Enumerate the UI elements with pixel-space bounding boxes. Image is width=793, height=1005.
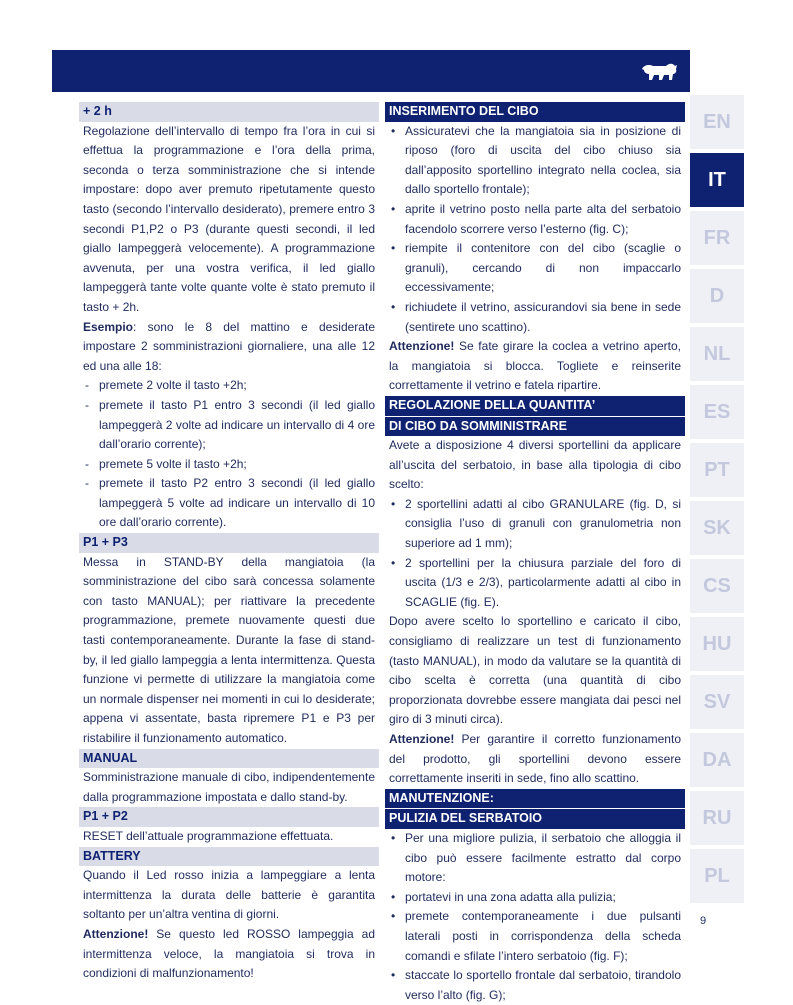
section-header-manutenzione: MANUTENZIONE: <box>385 789 685 809</box>
section-text-manual: Somministrazione manuale di cibo, indipendentemente dalla programmazione impostata e dallo stand-by. <box>83 770 375 804</box>
lang-tab-hu[interactable]: HU <box>690 617 744 671</box>
section-text-p1-p3: Messa in STAND-BY della mangiatoia (la somministrazione del cibo sarà concessa solamente con tasto MANUAL); per riattivare la precedente programmazione, premete nuovamente questi due tasti contemporaneamente. Durante la fase di stand-by, il led giallo lampeggia a lenta intermittenza. Questa funzione vi permette di utilizzare la mangiatoia come un normale dispenser nei momenti in cui lo desiderate; appena vi assentate, basta ripremere P1 e P3 per ristabilire il funzionamento automatico. <box>83 554 375 745</box>
warning-text: Se fate girare la coclea a vetrino aperto, la mangiatoia si blocca. Togliete e reinserite correttamente il vetrino e fatela ripartire. <box>389 339 681 393</box>
list-item: • riempite il contenitore con del cibo (scaglie o granuli), cercando di non impaccarlo eccessivamente; <box>391 241 681 295</box>
warning-label: Attenzione! <box>389 339 455 354</box>
right-column <box>389 102 681 1005</box>
regolazione-text: Avete a disposizione 4 diversi sportellini da applicare all’uscita del serbatoio, in base alla tipologia di cibo scelto: <box>389 438 681 492</box>
inserimento-list <box>389 122 681 338</box>
header-bar <box>52 50 690 92</box>
section-text-battery: Quando il Led rosso inizia a lampeggiare a lenta intermittenza la durata delle batterie è garantita soltanto per un’altra ventina di giorni. <box>83 868 375 922</box>
list-item: • portatevi in una zona adatta alla pulizia; <box>391 889 616 904</box>
warning-label: Attenzione! <box>389 732 455 746</box>
list-item: • premete contemporaneamente i due pulsanti laterali posti in corrispondenza della scheda comandi e sfilate l’intero serbatoio (fig. F); <box>391 909 681 963</box>
ferplast-cat-logo-icon <box>640 60 678 82</box>
list-item: - premete 2 volte il tasto +2h; <box>85 378 247 393</box>
section-header-manual: MANUAL <box>79 749 379 769</box>
list-item: • 2 sportellini adatti al cibo GRANULARE (fig. D, si consiglia l’uso di granuli con granulometria non superiore ad 1 mm); <box>391 496 681 551</box>
section-header-regolazione-2: DI CIBO DA SOMMINISTRARE <box>385 416 685 437</box>
lang-tab-fr[interactable]: FR <box>690 211 744 265</box>
lang-tab-nl[interactable]: NL <box>690 327 744 381</box>
lang-tab-sk[interactable]: SK <box>690 501 744 555</box>
list-item: • Per una migliore pulizia, il serbatoio che alloggia il cibo può essere facilmente estratto dal corpo motore: <box>391 830 681 885</box>
section-header-p1-p2: P1 + P2 <box>79 807 379 827</box>
section-text-p1-p2: RESET dell’attuale programmazione effettuata. <box>83 828 334 843</box>
list-item: • aprite il vetrino posto nella parte alta del serbatoio facendolo scorrere verso l’esterno (fig. C); <box>391 201 681 236</box>
inserimento-warning <box>389 337 681 396</box>
warning-label: Attenzione! <box>83 926 149 941</box>
regolazione-list <box>389 495 681 613</box>
lang-tab-cs[interactable]: CS <box>690 559 744 613</box>
list-item: • 2 sportellini per la chiusura parziale del foro di uscita (1/3 e 2/3), particolarmente adatti al cibo in SCAGLIE (fig. E). <box>391 555 681 609</box>
section-header-p1-p3: P1 + P3 <box>79 533 379 553</box>
list-item: • richiudete il vetrino, assicurandovi sia bene in sede (sentirete uno scattino). <box>391 299 681 334</box>
section-text-2h: Regolazione dell’intervallo di tempo fra l’ora in cui si effettua la programmazione e l’ora della prima, seconda o terza somministrazione che si intende impostare: dopo aver premuto ripetutamente questo tasto (secondo l’intervallo desiderato), premere entro 3 secondi P1,P2 o P3 (durante questi secondi, il led giallo lampeggerà velocemente). A programmazione avvenuta, per una vostra verifica, il led giallo lampeggerà tante volte quante volte è stato premuto il tasto + 2h. <box>83 123 375 314</box>
lang-tab-da[interactable]: DA <box>690 733 744 787</box>
list-item: - premete 5 volte il tasto +2h; <box>85 456 247 471</box>
section-header-regolazione-1: REGOLAZIONE DELLA QUANTITA’ <box>385 396 685 416</box>
lang-tab-ru[interactable]: RU <box>690 791 744 845</box>
lang-tab-it[interactable]: IT <box>690 153 744 207</box>
regolazione-text-2: Dopo avere scelto lo sportellino e caricato il cibo, consigliamo di realizzare un test di funzionamento (tasto MANUAL), in modo da valutare se la quantità di cibo scelta è corretta (una quantità di cibo proporzionata dovrebbe essere mangiata dai pesci nel giro di 3 minuti circa). <box>389 614 681 727</box>
example-label: Esempio <box>83 319 134 334</box>
left-column <box>83 102 375 984</box>
lang-tab-d[interactable]: D <box>690 269 744 323</box>
example-text: : sono le 8 del mattino e desiderate impostare 2 somministrazioni giornaliere, una alle 12 ed una alle 18: <box>83 319 375 373</box>
lang-tab-sv[interactable]: SV <box>690 675 744 729</box>
section-header-2h: + 2 h <box>79 102 379 122</box>
warning-text: Per garantire il corretto funzionamento del prodotto, gli sportellini devono essere correttamente inseriti in sede, fino allo scattino. <box>389 732 681 786</box>
lang-tab-en[interactable]: EN <box>690 95 744 149</box>
example-paragraph <box>83 318 375 377</box>
list-item: • staccate lo sportello frontale dal serbatoio, tirandolo verso l’alto (fig. G); <box>391 968 681 1002</box>
warning-text: Se questo led ROSSO lampeggia ad intermittenza veloce, la mangiatoia si trova in condizioni di malfunzionamento! <box>83 926 375 981</box>
page-number: 9 <box>700 915 707 927</box>
lang-tab-es[interactable]: ES <box>690 385 744 439</box>
section-header-battery: BATTERY <box>79 847 379 867</box>
example-list <box>83 376 375 533</box>
list-item: - premete il tasto P2 entro 3 secondi (il led giallo lampeggerà 5 volte ad indicare un intervallo di 10 ore dall’orario corrente). <box>85 476 375 530</box>
pulizia-list <box>389 829 681 1005</box>
battery-warning <box>83 925 375 984</box>
regolazione-warning <box>389 730 681 789</box>
list-item: - premete il tasto P1 entro 3 secondi (il led giallo lampeggerà 2 volte ad indicare un intervallo di 4 ore dall’orario corrente); <box>85 397 375 452</box>
list-item: • Assicuratevi che la mangiatoia sia in posizione di riposo (foro di uscita del cibo chiuso sia dall’apposito sportellino integrato nella coclea, sia dallo sportello frontale); <box>391 123 681 197</box>
section-header-pulizia: PULIZIA DEL SERBATOIO <box>385 808 685 829</box>
section-header-inserimento: INSERIMENTO DEL CIBO <box>385 102 685 122</box>
lang-tab-pl[interactable]: PL <box>690 849 744 903</box>
lang-tab-pt[interactable]: PT <box>690 443 744 497</box>
language-tabs <box>690 95 744 907</box>
